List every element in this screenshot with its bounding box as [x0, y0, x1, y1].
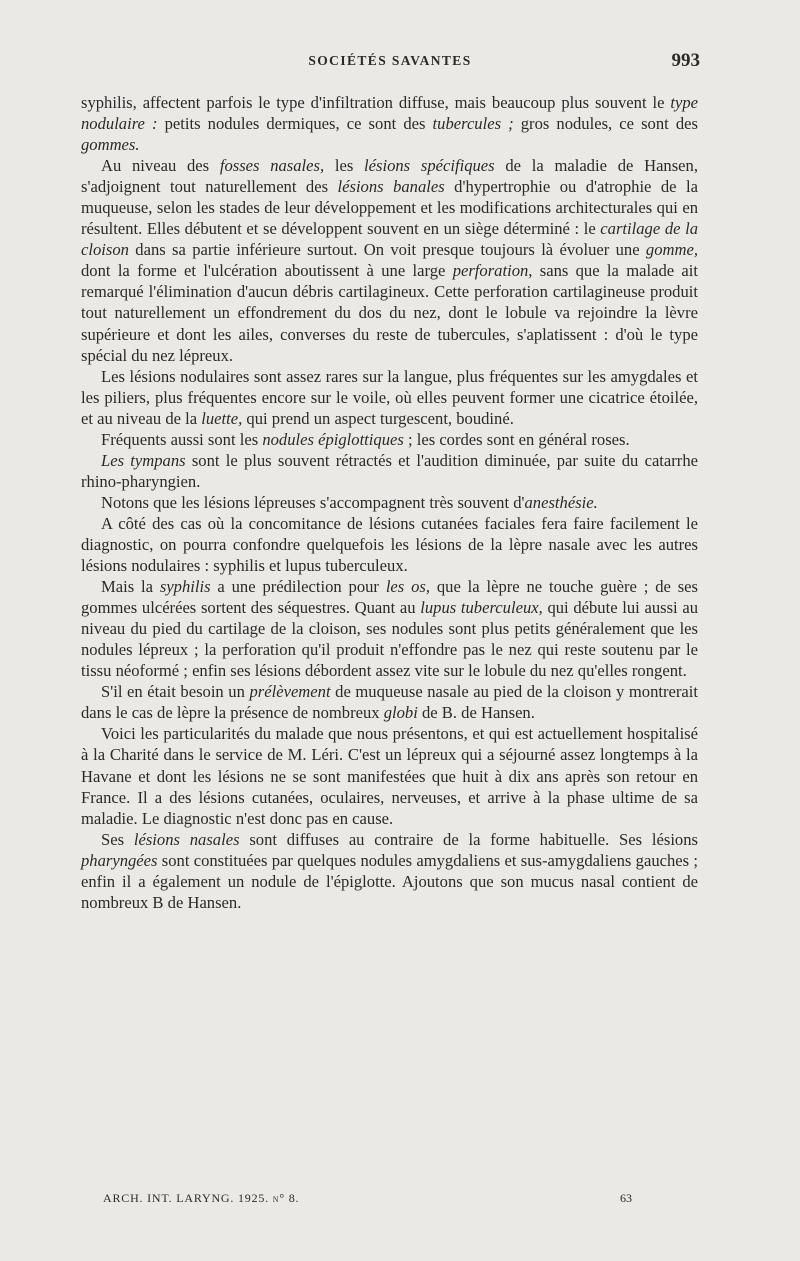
text-run: sans que la malade ait remarqué l'élimination d'aucun débris cartilagineux. Cette perforation cartilagineuse produit tout naturellement un effondrement du dos du nez, dont le lobule va rejoindre la lèvre supérieure et dont les ailes, converses du reste de tubercules, s'aplatissent : d'où le type spécial du nez lépreux. — [81, 261, 699, 365]
text-run: Notons que les lésions lépreuses s'accompagnent très souvent d' — [101, 492, 525, 512]
paragraph-p10 — [81, 723, 698, 828]
text-run: sont constituées par quelques nodules amygdaliens et sus-amygdaliens gauches ; enfin il a également un nodule de l'épiglotte. Ajoutons que son mucus nasal contient de nombreux B de Hansen. — [81, 850, 698, 912]
italic-run: tubercules ; — [432, 114, 514, 134]
paragraph-p7 — [81, 513, 698, 576]
text-run: que la lèpre ne touche guère ; de ses gommes ulcérées sortent des séquestres. Quant au — [81, 577, 699, 618]
running-title: SOCIÉTÉS SAVANTES — [308, 53, 472, 68]
text-run: de muqueuse nasale au pied de la cloison y montrerait dans le cas de lèpre la présence de nombreux — [81, 682, 698, 723]
text-run: Ses — [101, 829, 134, 849]
text-run: Au niveau des — [101, 156, 220, 176]
italic-run: fosses nasales, — [219, 156, 325, 176]
italic-run: lésions nasales — [133, 829, 240, 849]
italic-run: syphilis — [159, 577, 211, 597]
paragraph-p11 — [81, 829, 698, 913]
paragraph-p9 — [81, 681, 698, 723]
paragraph-p6 — [81, 492, 698, 513]
italic-run: nodules épiglottiques — [262, 429, 404, 449]
text-run: de la maladie de Hansen, s'adjoignent tout naturellement des — [81, 156, 698, 197]
text-run: Fréquents aussi sont les — [101, 429, 263, 449]
italic-run: perforation, — [452, 261, 533, 281]
italic-run: type nodulaire : — [81, 93, 698, 134]
paragraph-p2 — [81, 155, 698, 365]
italic-run: prélèvement — [249, 682, 331, 702]
text-run: a une prédilection pour — [210, 577, 386, 597]
signature-mark: 63 — [620, 1191, 632, 1205]
body-text — [81, 92, 698, 913]
italic-run: gommes. — [81, 135, 140, 155]
text-run: petits nodules dermiques, ce sont des — [157, 114, 433, 134]
paragraph-p8 — [81, 576, 698, 681]
italic-run: globi — [383, 703, 418, 723]
italic-run: cartilage de la cloison — [81, 219, 698, 260]
paragraph-p4 — [81, 429, 698, 450]
text-run: Voici les particularités du malade que nous présentons, et qui est actuellement hospitalisé à la Charité dans le service de M. Léri. C'est un lépreux qui a séjourné assez longtemps à la Havane et dont les lésions ne se sont manifestées que huit à dix ans après son retour en France. Il a des lésions cutanées, oculaires, nerveuses, et arrive à la phase ultime de sa maladie. Le diagnostic n'est donc pas en cause. — [81, 724, 698, 828]
paragraph-p5 — [81, 450, 698, 492]
text-run: sont le plus souvent rétractés et l'audition diminuée, par suite du catarrhe rhino-pharyngien. — [81, 450, 698, 491]
journal-reference: ARCH. INT. LARYNG. 1925. n° 8. — [103, 1191, 300, 1205]
text-run: A côté des cas où la concomitance de lésions cutanées faciales fera faire facilement le diagnostic, on pourra confondre quelquefois les lésions de la lèpre nasale avec les autres lésions nodulaires : syphilis et lupus tuberculeux. — [81, 513, 698, 576]
text-run: dans sa partie inférieure surtout. On voit presque toujours là évoluer une — [128, 240, 646, 260]
italic-run: lésions spécifiques — [364, 156, 495, 176]
text-run: Les lésions nodulaires sont assez rares sur la langue, plus fréquentes sur les amygdales et les piliers, plus fréquentes encore sur le voile, où elles peuvent former une cicatrice étoilée, et au niveau de la — [81, 366, 698, 428]
italic-run: luette, — [201, 408, 243, 428]
text-run: de B. de Hansen. — [417, 703, 535, 723]
paragraph-p1 — [81, 92, 698, 155]
text-run: d'hypertrophie ou d'atrophie de la muqueuse, selon les stades de leur développement et les modifications architecturales qui en résultent. Elles débutent et se développent souvent en un siège déterminé : le — [81, 177, 698, 239]
italic-run: Les tympans — [101, 450, 186, 470]
text-run: qui débute lui aussi au niveau du pied du cartilage de la cloison, ses nodules sont plus petits généralement que les nodules lépreux ; la perforation qu'il produit n'effondre pas le nez qui reste soutenu par le tissu néoformé ; enfin ses lésions débordent assez vite sur le lobule du nez qu'elles rongent. — [81, 598, 699, 681]
text-run: sont diffuses au contraire de la forme habituelle. Ses lésions — [239, 829, 698, 849]
italic-run: anesthésie. — [524, 492, 598, 512]
text-run: S'il en était besoin un — [101, 682, 250, 702]
text-run: qui prend un aspect turgescent, boudiné. — [242, 408, 514, 428]
text-run: Mais la — [101, 577, 160, 597]
italic-run: gomme, — [645, 240, 698, 260]
page-header — [80, 50, 700, 74]
text-run: ; les cordes sont en général roses. — [403, 429, 630, 449]
page-footer — [81, 1191, 698, 1209]
italic-run: lupus tuberculeux, — [420, 598, 543, 618]
italic-run: les os, — [385, 577, 430, 597]
italic-run: pharyngées — [81, 850, 158, 870]
italic-run: lésions banales — [337, 177, 445, 197]
page-number: 993 — [671, 50, 700, 71]
text-run: les — [324, 156, 365, 176]
text-run: gros nodules, ce sont des — [513, 114, 698, 134]
text-run: dont la forme et l'ulcération aboutissent à une large — [81, 261, 453, 281]
paragraph-p3 — [81, 366, 698, 429]
text-run: syphilis, affectent parfois le type d'infiltration diffuse, mais beaucoup plus souvent le — [81, 93, 671, 112]
